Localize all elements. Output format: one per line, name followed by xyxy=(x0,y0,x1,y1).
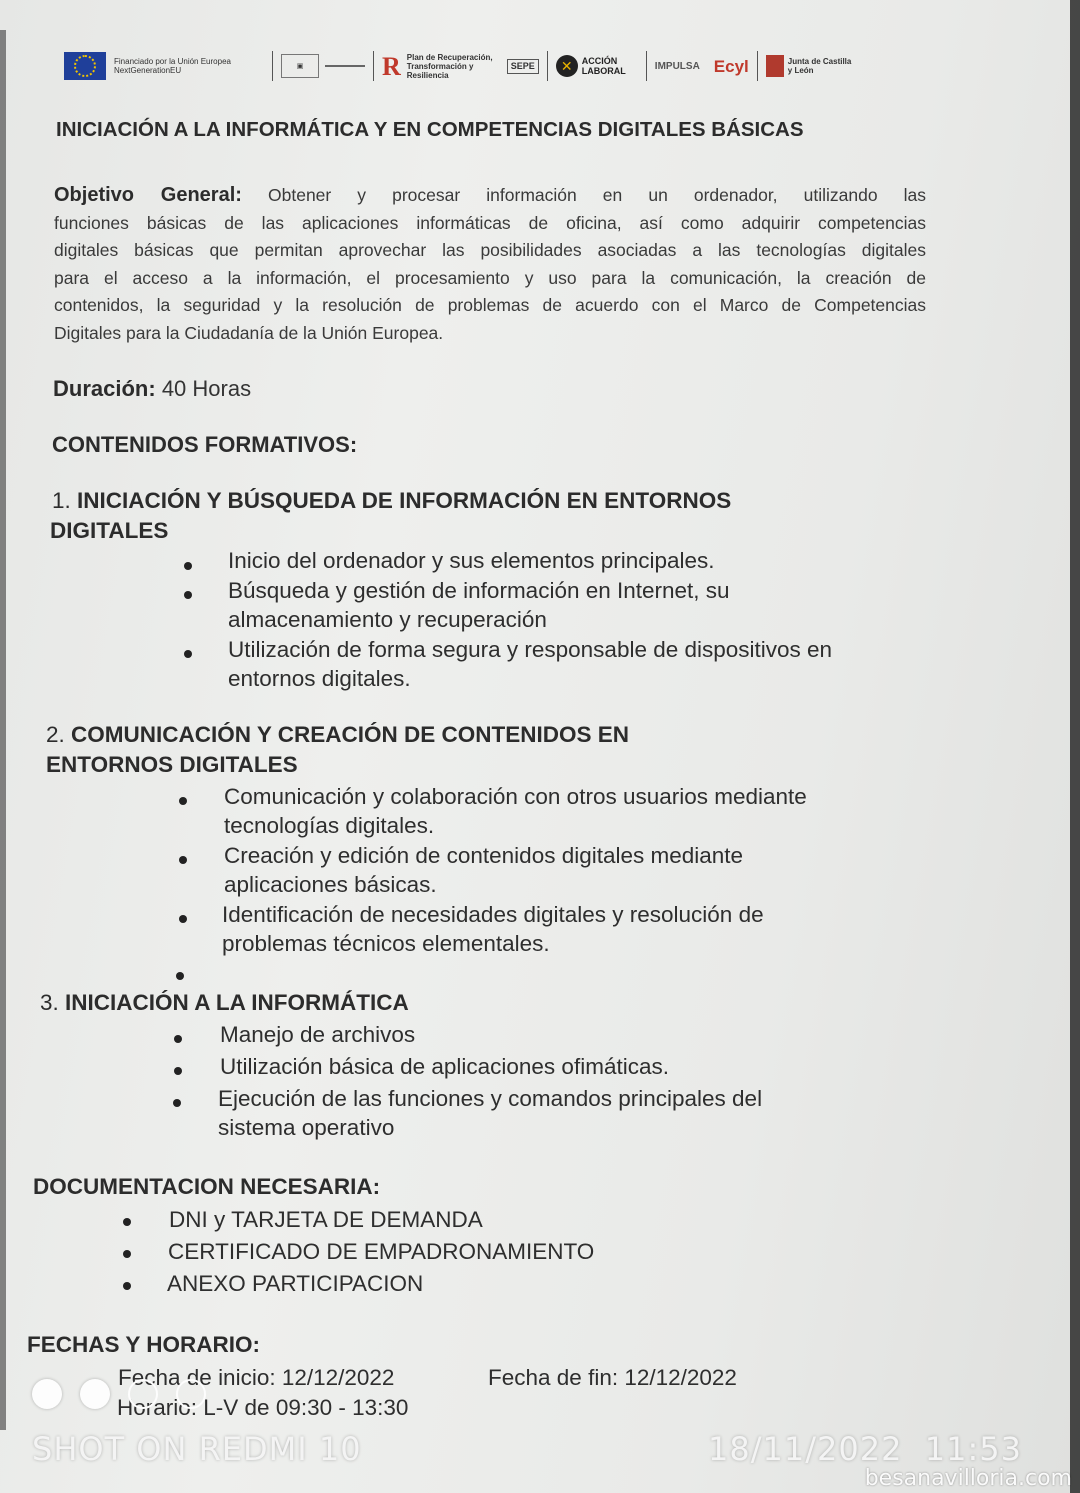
bullet-icon xyxy=(184,591,192,599)
logo-bar xyxy=(64,44,914,88)
fechas-heading: FECHAS Y HORARIO: xyxy=(27,1332,260,1357)
ecyl-logo-text: Ecyl xyxy=(713,56,749,76)
list-item: Identificación de necesidades digitales y resolución de xyxy=(222,902,764,927)
junta-cyl-logo xyxy=(766,55,858,77)
section-title-cont: ENTORNOS DIGITALES xyxy=(46,752,298,777)
list-item: Comunicación y colaboración con otros usuarios mediante xyxy=(224,784,807,809)
photo-edge-right xyxy=(1070,0,1080,1493)
duracion-value: 40 Horas xyxy=(161,376,252,401)
bullet-icon xyxy=(123,1250,131,1258)
accion-laboral-icon: ✕ xyxy=(556,55,578,77)
fecha-fin: Fecha de fin: 12/12/2022 xyxy=(488,1365,737,1390)
section-title-text: COMUNICACIÓN Y CREACIÓN DE CONTENIDOS EN xyxy=(71,722,629,747)
eu-logo xyxy=(64,52,264,80)
site-watermark: besanavilloria.com xyxy=(864,1466,1072,1491)
gobierno-shield-icon: ▣ xyxy=(281,54,319,78)
list-item: Utilización básica de aplicaciones ofimáticas. xyxy=(220,1054,669,1079)
bullet-icon xyxy=(179,797,187,805)
impulsa-logo-text: IMPULSA xyxy=(654,60,700,72)
list-item-cont: entornos digitales. xyxy=(228,666,411,691)
list-item: ANEXO PARTICIPACION xyxy=(167,1271,424,1296)
plan-r-icon: R xyxy=(382,51,401,81)
ecyl-logo xyxy=(713,56,749,76)
horario: Horario: L-V de 09:30 - 13:30 xyxy=(117,1395,409,1420)
objetivo-line: para el acceso a la información, el procesamiento y uso para la comunicación, la creación de xyxy=(54,267,926,288)
list-item: Utilización de forma segura y responsable de dispositivos en xyxy=(228,637,833,662)
junta-logo-text: Junta de Castilla y León xyxy=(787,57,852,75)
list-item: Ejecución de las funciones y comandos principales del xyxy=(218,1086,763,1111)
sepe-logo-text: SEPE xyxy=(507,59,539,74)
section-number: 1. xyxy=(52,488,71,513)
camera-dot-icon xyxy=(32,1379,62,1409)
bullet-icon xyxy=(184,650,192,658)
objetivo-line: funciones básicas de las aplicaciones informáticas de oficina, así como adquirir competencias xyxy=(54,212,926,233)
list-item-cont: problemas técnicos elementales. xyxy=(222,931,550,956)
objetivo-line: contenidos, la seguridad y la resolución de problemas de acuerdo con el Marco de Competencias xyxy=(54,295,926,315)
bullet-icon xyxy=(176,972,184,980)
photo-edge-left xyxy=(0,30,6,1430)
list-item: Creación y edición de contenidos digitales mediante xyxy=(224,843,744,868)
bullet-icon xyxy=(174,1067,182,1075)
bullet-icon xyxy=(174,1035,182,1043)
objetivo-line: digitales básicas que permitan aprovechar las posibilidades asociadas a las tecnologías digitales xyxy=(54,240,926,260)
list-item: Manejo de archivos xyxy=(220,1022,416,1047)
list-item-cont: almacenamiento y recuperación xyxy=(228,607,547,632)
duracion-label: Duración: xyxy=(53,376,156,401)
bullet-icon xyxy=(184,562,192,570)
section-number: 3. xyxy=(40,990,59,1015)
camera-ring-icon xyxy=(128,1379,158,1409)
list-item-cont: sistema operativo xyxy=(218,1115,395,1140)
bullet-icon xyxy=(173,1099,181,1107)
gobierno-logo xyxy=(281,54,365,78)
section-title xyxy=(52,486,731,516)
list-item: Búsqueda y gestión de información en Internet, su xyxy=(228,578,730,603)
sepe-logo xyxy=(507,59,539,74)
bullet-icon xyxy=(123,1218,131,1226)
documentacion-heading: DOCUMENTACION NECESARIA: xyxy=(33,1174,381,1199)
section-title xyxy=(46,720,629,750)
list-item-cont: aplicaciones básicas. xyxy=(224,872,437,897)
plan-logo-text: Plan de Recuperación, Transformación y Resiliencia xyxy=(406,52,493,80)
eu-flag-icon xyxy=(64,52,106,80)
objetivo-line: Digitales para la Ciudadanía de la Unión Europea. xyxy=(54,322,444,343)
section-title xyxy=(40,988,409,1018)
bullet-icon xyxy=(179,915,187,923)
plan-recuperacion-logo xyxy=(382,53,497,80)
bullet-icon xyxy=(179,856,187,864)
objetivo-label: Objetivo General: xyxy=(54,184,242,206)
camera-watermark: SHOT ON REDMI 10 xyxy=(32,1430,362,1468)
impulsa-logo xyxy=(655,62,700,71)
section-title-text: INICIACIÓN A LA INFORMÁTICA xyxy=(65,990,409,1015)
accion-logo-text: ACCIÓN LABORAL xyxy=(581,56,626,76)
objetivo-line: Obtener y procesar información en un ordenador, utilizando las xyxy=(268,185,926,205)
accion-laboral-logo xyxy=(556,55,638,77)
eu-logo-text: Financiado por la Unión Europea NextGenerationEU xyxy=(114,57,231,75)
bullet-icon xyxy=(123,1282,131,1290)
section-title-text: INICIACIÓN Y BÚSQUEDA DE INFORMACIÓN EN ENTORNOS xyxy=(77,488,732,513)
camera-dot-icon xyxy=(80,1379,110,1409)
contenidos-heading: CONTENIDOS FORMATIVOS: xyxy=(52,432,358,457)
list-item-cont: tecnologías digitales. xyxy=(224,813,435,838)
camera-ring-icon xyxy=(176,1379,206,1409)
course-title: INICIACIÓN A LA INFORMÁTICA Y EN COMPETENCIAS DIGITALES BÁSICAS xyxy=(56,118,804,141)
objetivo-general xyxy=(54,182,926,347)
section-title-cont: DIGITALES xyxy=(50,518,169,543)
list-item: Inicio del ordenador y sus elementos principales. xyxy=(228,548,715,573)
list-item: DNI y TARJETA DE DEMANDA xyxy=(169,1207,483,1232)
junta-shield-icon xyxy=(766,55,784,77)
section-number: 2. xyxy=(46,722,65,747)
duracion xyxy=(53,376,251,402)
fecha-inicio: Fecha de inicio: 12/12/2022 xyxy=(118,1365,395,1390)
camera-timestamp: 18/11/2022 11:53 xyxy=(708,1430,1022,1468)
list-item: CERTIFICADO DE EMPADRONAMIENTO xyxy=(168,1239,595,1264)
